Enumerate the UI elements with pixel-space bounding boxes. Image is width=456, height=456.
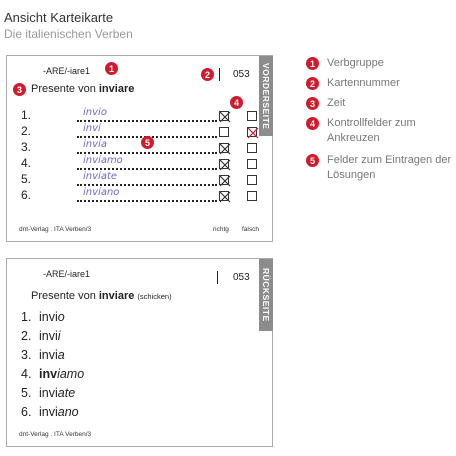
back-footer: dnt-Verlag . ITA Verben/3 [19, 431, 92, 438]
answer-stem: invi [39, 386, 58, 400]
answer-ending: a [57, 348, 65, 362]
answer-line[interactable] [77, 168, 217, 170]
handwritten-answer: invia [83, 139, 107, 150]
handwritten-answer: invi [83, 123, 101, 134]
legend-text: Kartennummer [327, 77, 400, 89]
checkbox-richtig[interactable] [219, 191, 229, 201]
handwritten-answer: invio [83, 107, 107, 118]
checkbox-falsch[interactable] [247, 159, 257, 169]
checkbox-richtig[interactable] [219, 127, 229, 137]
legend-item [306, 56, 384, 71]
legend-text: Felder zum Eintragen der Lösungen [327, 154, 452, 181]
checkbox-falsch[interactable] [247, 191, 257, 201]
card-number: 053 [233, 69, 250, 80]
legend-item [306, 76, 400, 91]
answer-stem: invi [39, 329, 58, 343]
verb-group-code: -ARE/-iare1 [43, 269, 91, 279]
label-richtig: richtg [213, 226, 229, 233]
checkbox-falsch[interactable] [247, 143, 257, 153]
legend-badge: 5 [306, 154, 319, 167]
checkbox-richtig[interactable] [219, 143, 229, 153]
answer-stem: invi [39, 310, 58, 324]
tense-heading-prefix: Presente von [31, 83, 99, 95]
legend-badge: 4 [306, 117, 319, 130]
back-side-tab: RÜCKSEITE [259, 259, 273, 331]
handwritten-answer: inviate [83, 171, 118, 182]
handwritten-answer: inviamo [83, 155, 123, 166]
checkbox-falsch[interactable] [247, 127, 257, 137]
label-falsch: falsch [242, 226, 259, 233]
front-side-tab: VORDERSEITE [259, 56, 273, 136]
card-front [6, 55, 273, 242]
answer-ending: i [57, 329, 61, 343]
checkbox-falsch[interactable] [247, 175, 257, 185]
checkbox-richtig[interactable] [219, 111, 229, 121]
answer-stem: invi [39, 348, 58, 362]
legend-badge: 2 [306, 77, 319, 90]
answer-ending: ate [57, 386, 76, 400]
tense-heading [31, 83, 134, 95]
page-title: Ansicht Karteikarte [4, 10, 114, 25]
legend-badge: 1 [306, 57, 319, 70]
verb-group-code: -ARE/-iare1 [43, 66, 91, 76]
card-number-divider [217, 271, 218, 284]
answer-number: 5. [21, 386, 32, 400]
answer-number: 6. [21, 405, 32, 419]
card-back [6, 258, 273, 447]
tense-heading-verb: inviare [98, 83, 135, 95]
legend-item [306, 96, 345, 111]
answer-number: 2. [21, 329, 32, 343]
answer-line[interactable] [77, 120, 217, 122]
answer-line[interactable] [77, 184, 217, 186]
row-number: 5. [21, 172, 32, 186]
badge-5: 5 [141, 136, 154, 149]
answer-row [21, 367, 84, 381]
answer-stem: inv [39, 367, 58, 381]
legend-item [306, 153, 456, 183]
answer-line[interactable] [77, 152, 217, 154]
page-subtitle: Die italienischen Verben [4, 27, 133, 41]
card-number-divider [219, 68, 220, 81]
row-number: 3. [21, 140, 32, 154]
answer-number: 1. [21, 310, 32, 324]
badge-2: 2 [201, 68, 214, 81]
tense-heading [31, 290, 172, 302]
handwritten-answer: inviano [83, 187, 120, 198]
row-number: 1. [21, 108, 32, 122]
answer-ending: o [57, 310, 65, 324]
row-number: 6. [21, 188, 32, 202]
legend-text: Zeit [327, 97, 346, 109]
checkbox-richtig[interactable] [219, 159, 229, 169]
row-number: 2. [21, 124, 32, 138]
row-number: 4. [21, 156, 32, 170]
front-footer: dnt-Verlag . ITA Verben/3 [19, 226, 92, 233]
checkbox-richtig[interactable] [219, 175, 229, 185]
answer-ending: iamo [57, 367, 85, 381]
tense-heading-note: (schicken) [137, 292, 172, 301]
answer-row [21, 329, 61, 343]
answer-number: 4. [21, 367, 32, 381]
legend-item [306, 116, 455, 146]
answer-ending: ano [57, 405, 79, 419]
checkbox-falsch[interactable] [247, 111, 257, 121]
tense-heading-prefix: Presente von [31, 290, 99, 302]
badge-1: 1 [105, 62, 118, 75]
answer-number: 3. [21, 348, 32, 362]
legend-text: Verbgruppe [327, 57, 384, 69]
answer-row [21, 386, 75, 400]
answer-row [21, 310, 65, 324]
tense-heading-verb: inviare [98, 290, 135, 302]
answer-stem: invi [39, 405, 58, 419]
legend-text: Kontrollfelder zum Ankreuzen [327, 117, 416, 144]
legend-badge: 3 [306, 97, 319, 110]
badge-4: 4 [230, 96, 243, 109]
card-number: 053 [233, 272, 250, 283]
answer-row [21, 405, 79, 419]
answer-row [21, 348, 65, 362]
answer-line[interactable] [77, 200, 217, 202]
badge-3: 3 [13, 83, 26, 96]
